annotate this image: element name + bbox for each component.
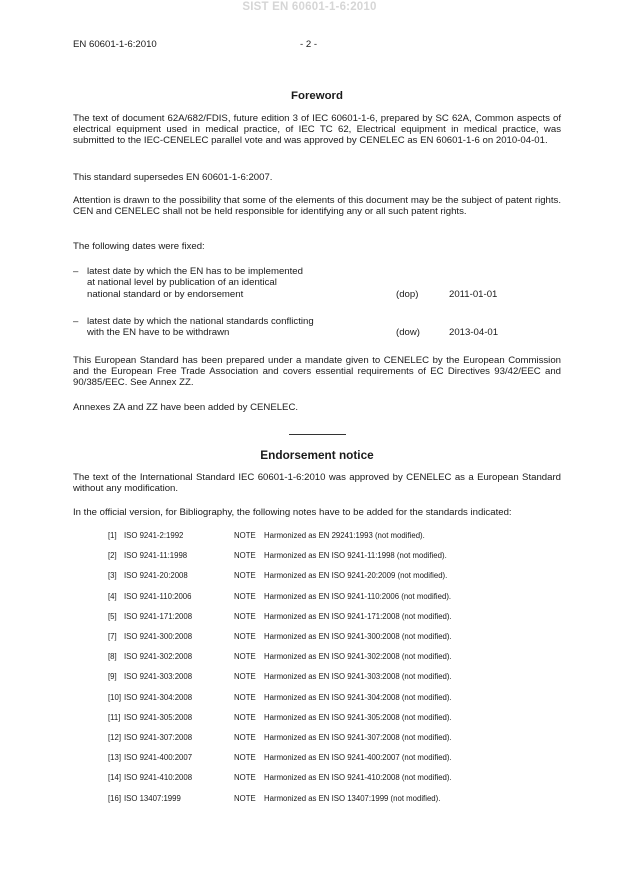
header-page-number: - 2 - bbox=[300, 39, 318, 50]
reference-note-text: Harmonized as EN ISO 9241-305:2008 (not modified). bbox=[264, 712, 452, 722]
reference-note-text: Harmonized as EN ISO 9241-303:2008 (not modified). bbox=[264, 672, 452, 682]
reference-note-label: NOTE bbox=[234, 672, 256, 682]
reference-note-text: Harmonized as EN ISO 9241-302:2008 (not modified). bbox=[264, 652, 452, 662]
reference-number: [12] bbox=[108, 733, 122, 742]
reference-note-text: Harmonized as EN ISO 9241-400:2007 (not modified). bbox=[264, 753, 452, 763]
date-code: (dow) bbox=[396, 327, 420, 339]
foreword-paragraph-6: Annexes ZA and ZZ have been added by CENELEC. bbox=[73, 402, 299, 413]
foreword-paragraph-2: This standard supersedes EN 60601-1-6:2007. bbox=[73, 172, 273, 183]
reference-note-label: NOTE bbox=[234, 692, 256, 702]
reference-note-text: Harmonized as EN ISO 9241-171:2008 (not modified). bbox=[264, 611, 452, 621]
reference-note-text: Harmonized as EN ISO 13407:1999 (not modified). bbox=[264, 793, 441, 803]
reference-note-text: Harmonized as EN ISO 9241-300:2008 (not modified). bbox=[264, 632, 452, 641]
date-code: (dop) bbox=[396, 288, 419, 300]
reference-standard: ISO 13407:1999 bbox=[124, 793, 181, 803]
reference-standard: ISO 9241-171:2008 bbox=[124, 611, 193, 621]
reference-standard: ISO 9241-302:2008 bbox=[124, 652, 193, 662]
endorsement-paragraph-2: In the official version, for Bibliography, the following notes have to be added for the standards indicated: bbox=[73, 507, 512, 518]
reference-note-text: Harmonized as EN 29241:1993 (not modified). bbox=[264, 531, 425, 540]
date-value: 2011-01-01 bbox=[449, 288, 498, 300]
reference-number: [16] bbox=[108, 793, 122, 803]
date-item-line: at national level by publication of an identical bbox=[87, 277, 277, 289]
date-item-line: with the EN have to be withdrawn bbox=[87, 327, 230, 339]
reference-number: [9] bbox=[108, 672, 117, 682]
reference-standard: ISO 9241-110:2006 bbox=[124, 591, 192, 601]
reference-number: [3] bbox=[108, 571, 117, 581]
reference-standard: ISO 9241-304:2008 bbox=[124, 692, 193, 702]
list-dash: – bbox=[73, 266, 79, 277]
reference-standard: ISO 9241-2:1992 bbox=[124, 531, 184, 540]
reference-number: [8] bbox=[108, 652, 117, 662]
reference-standard: ISO 9241-305:2008 bbox=[124, 712, 193, 722]
reference-note-label: NOTE bbox=[234, 652, 256, 662]
watermark: SIST EN 60601-1-6:2010 bbox=[242, 1, 377, 13]
reference-number: [1] bbox=[108, 531, 117, 540]
foreword-title: Foreword bbox=[291, 90, 343, 102]
reference-number: [10] bbox=[108, 692, 122, 702]
reference-standard: ISO 9241-410:2008 bbox=[124, 773, 193, 783]
reference-note-label: NOTE bbox=[234, 571, 256, 581]
reference-note-label: NOTE bbox=[234, 551, 256, 561]
reference-note-text: Harmonized as EN ISO 9241-304:2008 (not modified). bbox=[264, 692, 452, 702]
date-item-description bbox=[87, 266, 397, 300]
reference-note-text: Harmonized as EN ISO 9241-11:1998 (not modified). bbox=[264, 551, 447, 561]
reference-note-text: Harmonized as EN ISO 9241-110:2006 (not modified). bbox=[264, 591, 452, 601]
reference-number: [4] bbox=[108, 591, 117, 601]
reference-note-label: NOTE bbox=[234, 611, 256, 621]
foreword-paragraph-1: The text of document 62A/682/FDIS, future edition 3 of IEC 60601-1-6, prepared by SC 62A, Common aspects of electrical equipment used in medical practice, of IEC TC 62, Electrical equipment in medical practice, was submitted to the IEC-CENELEC parallel vote and was approved by CENELEC as EN 60601-1-6 on 2010-04-01. bbox=[73, 113, 561, 147]
reference-standard: ISO 9241-307:2008 bbox=[124, 733, 193, 742]
reference-standard: ISO 9241-303:2008 bbox=[124, 672, 193, 682]
foreword-paragraph-3: Attention is drawn to the possibility that some of the elements of this document may be the subject of patent rights. CEN and CENELEC shall not be held responsible for identifying any or all such patent rights. bbox=[73, 195, 561, 218]
reference-note-label: NOTE bbox=[234, 733, 256, 742]
reference-note-text: Harmonized as EN ISO 9241-307:2008 (not modified). bbox=[264, 733, 452, 742]
date-item-line: national standard or by endorsement bbox=[87, 288, 244, 300]
reference-note-label: NOTE bbox=[234, 531, 256, 540]
reference-note-text: Harmonized as EN ISO 9241-410:2008 (not modified). bbox=[264, 773, 452, 783]
date-value: 2013-04-01 bbox=[449, 327, 499, 339]
date-item-description bbox=[87, 316, 397, 339]
foreword-paragraph-4: The following dates were fixed: bbox=[73, 241, 205, 252]
endorsement-title: Endorsement notice bbox=[260, 448, 374, 462]
header-document-id: EN 60601-1-6:2010 bbox=[73, 39, 157, 50]
reference-number: [2] bbox=[108, 551, 117, 561]
reference-number: [11] bbox=[108, 712, 121, 722]
endorsement-paragraph-1: The text of the International Standard IEC 60601-1-6:2010 was approved by CENELEC as a European Standard without any modification. bbox=[73, 472, 561, 495]
reference-standard: ISO 9241-300:2008 bbox=[124, 632, 193, 641]
section-divider bbox=[289, 434, 346, 435]
reference-number: [14] bbox=[108, 773, 122, 783]
reference-note-label: NOTE bbox=[234, 773, 256, 783]
foreword-paragraph-5: This European Standard has been prepared under a mandate given to CENELEC by the European Commission and the European Free Trade Association and covers essential requirements of EC Directives 93/42/EEC and 90/385/EEC. See Annex ZZ. bbox=[73, 355, 561, 389]
reference-note-label: NOTE bbox=[234, 632, 256, 641]
reference-note-label: NOTE bbox=[234, 712, 256, 722]
list-dash: – bbox=[73, 316, 79, 327]
date-item-line: latest date by which the national standards conflicting bbox=[87, 316, 314, 327]
reference-standard: ISO 9241-400:2007 bbox=[124, 753, 193, 763]
reference-standard: ISO 9241-20:2008 bbox=[124, 571, 188, 581]
date-item-line: latest date by which the EN has to be implemented bbox=[87, 266, 303, 277]
reference-note-label: NOTE bbox=[234, 793, 256, 803]
reference-note-text: Harmonized as EN ISO 9241-20:2009 (not modified). bbox=[264, 571, 448, 581]
reference-number: [13] bbox=[108, 753, 122, 763]
reference-number: [5] bbox=[108, 611, 117, 621]
reference-number: [7] bbox=[108, 632, 117, 641]
reference-standard: ISO 9241-11:1998 bbox=[124, 551, 188, 561]
reference-note-label: NOTE bbox=[234, 591, 256, 601]
reference-note-label: NOTE bbox=[234, 753, 256, 763]
